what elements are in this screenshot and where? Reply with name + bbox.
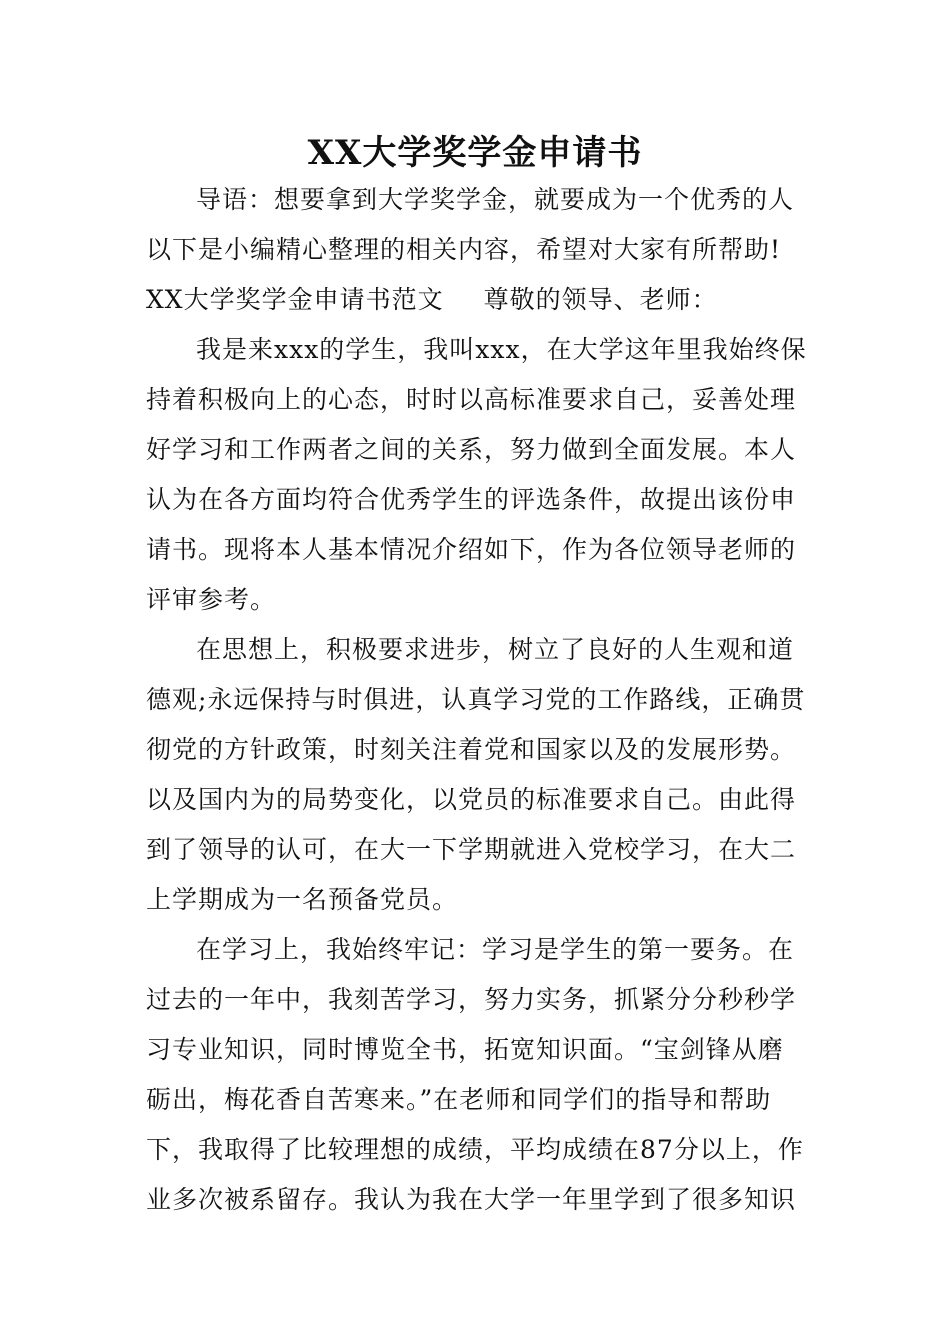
document-title: XX大学奖学金申请书 <box>307 133 643 173</box>
paragraph-line: 认为在各方面均符合优秀学生的评选条件，故提出该份申 <box>146 485 797 514</box>
paragraph-line: 习专业知识，同时博览全书，拓宽知识面。“宝剑锋从磨 <box>146 1035 784 1064</box>
paragraph-line: 持着积极向上的心态，时时以高标准要求自己，妥善处理 <box>146 385 797 414</box>
paragraph-line: 评审参考。 <box>146 585 277 614</box>
paragraph-line: 好学习和工作两者之间的关系，努力做到全面发展。本人 <box>146 435 797 464</box>
paragraph-line: 在思想上，积极要求进步，树立了良好的人生观和道 <box>196 635 795 664</box>
intro-line: 以下是小编精心整理的相关内容，希望对大家有所帮助! <box>146 235 782 264</box>
paragraph-line: 我是来xxx的学生，我叫xxx，在大学这年里我始终保 <box>196 335 807 364</box>
intro-line: 导语：想要拿到大学奖学金，就要成为一个优秀的人 <box>196 185 795 214</box>
paragraph-line: 上学期成为一名预备党员。 <box>146 885 459 914</box>
paragraph-line: 德观;永远保持与时俱进，认真学习党的工作路线，正确贯 <box>146 685 806 714</box>
paragraph-line: 彻党的方针政策，时刻关注着党和国家以及的发展形势。 <box>146 735 797 764</box>
sample-heading: XX大学奖学金申请书范文 <box>146 285 444 314</box>
paragraph-line: 到了领导的认可，在大一下学期就进入党校学习，在大二 <box>146 835 797 864</box>
paragraph-line: 请书。现将本人基本情况介绍如下，作为各位领导老师的 <box>146 535 797 564</box>
paragraph-line: 下，我取得了比较理想的成绩，平均成绩在87分以上，作 <box>146 1135 804 1164</box>
salutation: 尊敬的领导、老师： <box>483 285 718 314</box>
paragraph-line: 以及国内为的局势变化，以党员的标准要求自己。由此得 <box>146 785 797 814</box>
paragraph-line: 在学习上，我始终牢记：学习是学生的第一要务。在 <box>196 935 795 964</box>
paragraph-line: 过去的一年中，我刻苦学习，努力实务，抓紧分分秒秒学 <box>146 985 797 1014</box>
paragraph-line: 业多次被系留存。我认为我在大学一年里学到了很多知识 <box>146 1185 797 1214</box>
paragraph-line: 砺出，梅花香自苦寒来。”在老师和同学们的指导和帮助 <box>146 1085 772 1114</box>
heading-line <box>146 276 718 324</box>
